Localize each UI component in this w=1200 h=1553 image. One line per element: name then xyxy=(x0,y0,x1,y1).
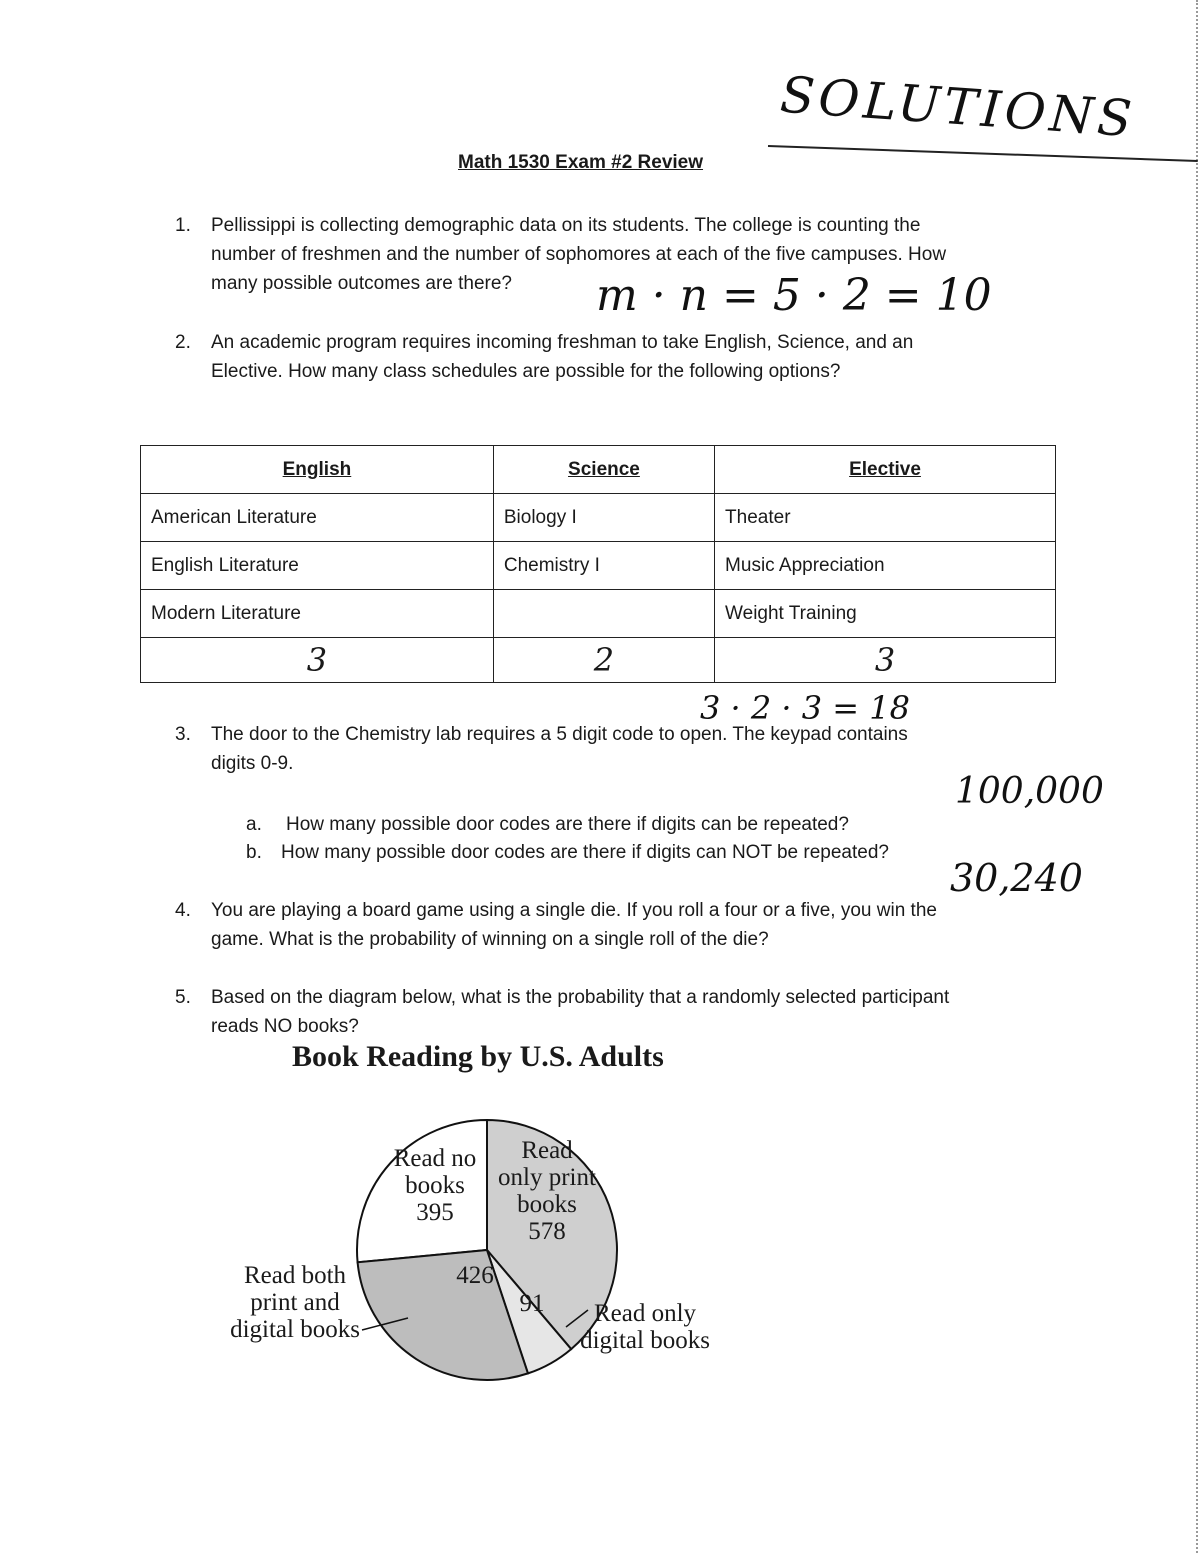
label-line: only print xyxy=(498,1164,596,1191)
label-line: digital books xyxy=(230,1316,360,1343)
table-cell: Theater xyxy=(715,494,1056,542)
label-line: books xyxy=(517,1191,577,1218)
label-digital-value: 91 xyxy=(519,1290,545,1317)
q3a-text: How many possible door codes are there if digits can be repeated? xyxy=(286,814,849,835)
q2-answer: 3 · 2 · 3 = 18 xyxy=(700,689,910,727)
q3-number: 3. xyxy=(175,724,191,745)
page-title: Math 1530 Exam #2 Review xyxy=(458,152,704,173)
q3b-label: b. xyxy=(246,842,262,863)
header-english: English xyxy=(141,446,494,494)
label-line: Read only xyxy=(593,1300,697,1327)
label-line: Read xyxy=(521,1137,573,1164)
q3-line: digits 0-9. xyxy=(211,753,294,774)
q4-line: You are playing a board game using a single die. If you roll a four or a five, you win the xyxy=(211,900,937,921)
label-line: Read both xyxy=(243,1262,347,1289)
label-value: 578 xyxy=(528,1218,566,1245)
table-cell: English Literature xyxy=(141,542,494,590)
q2-number: 2. xyxy=(175,332,191,353)
q5-number: 5. xyxy=(175,987,191,1008)
q1-answer: m · n = 5 · 2 = 10 xyxy=(596,270,992,321)
label-line: Read no xyxy=(393,1145,477,1172)
q1-line: many possible outcomes are there? xyxy=(211,273,512,294)
q3a-answer: 100,000 xyxy=(955,771,1104,812)
q1-line: number of freshmen and the number of sophomores at each of the five campuses. How xyxy=(211,244,947,265)
label-line: books xyxy=(405,1172,465,1199)
q4-line: game. What is the probability of winning on a single roll of the die? xyxy=(211,929,769,950)
header-science: Science xyxy=(493,446,714,494)
count-science: 2 xyxy=(493,638,714,683)
header-elective: Elective xyxy=(715,446,1056,494)
label-both-value: 426 xyxy=(456,1262,494,1289)
q2-line: Elective. How many class schedules are possible for the following options? xyxy=(211,361,841,382)
table-cell: Modern Literature xyxy=(141,590,494,638)
label-line: digital books xyxy=(580,1327,710,1354)
label-print-only xyxy=(482,1137,612,1245)
label-value: 395 xyxy=(416,1199,454,1226)
table-cell: Weight Training xyxy=(715,590,1056,638)
q1-line: Pellissippi is collecting demographic data on its students. The college is counting the xyxy=(211,215,921,236)
solutions-handwriting: SOLUTIONS xyxy=(778,65,1138,149)
label-both-outside xyxy=(215,1262,375,1343)
label-digital-outside xyxy=(560,1300,730,1354)
label-no-books xyxy=(380,1145,490,1226)
count-english: 3 xyxy=(141,638,494,683)
q1-number: 1. xyxy=(175,215,191,236)
count-elective: 3 xyxy=(715,638,1056,683)
label-line: print and xyxy=(250,1289,340,1316)
table-cell: Music Appreciation xyxy=(715,542,1056,590)
q5-line: reads NO books? xyxy=(211,1016,359,1037)
chart-title: Book Reading by U.S. Adults xyxy=(292,1040,664,1073)
q3b-answer: 30,240 xyxy=(950,856,1083,900)
q3a-label: a. xyxy=(246,814,262,835)
q5-line: Based on the diagram below, what is the probability that a randomly selected participant xyxy=(211,987,950,1008)
q3-line: The door to the Chemistry lab requires a 5 digit code to open. The keypad contains xyxy=(211,724,908,745)
q2-line: An academic program requires incoming freshman to take English, Science, and an xyxy=(211,332,914,353)
table-cell: American Literature xyxy=(141,494,494,542)
q3b-text: How many possible door codes are there if digits can NOT be repeated? xyxy=(281,842,889,863)
table-cell: Biology I xyxy=(493,494,714,542)
q4-number: 4. xyxy=(175,900,191,921)
table-cell: Chemistry I xyxy=(493,542,714,590)
